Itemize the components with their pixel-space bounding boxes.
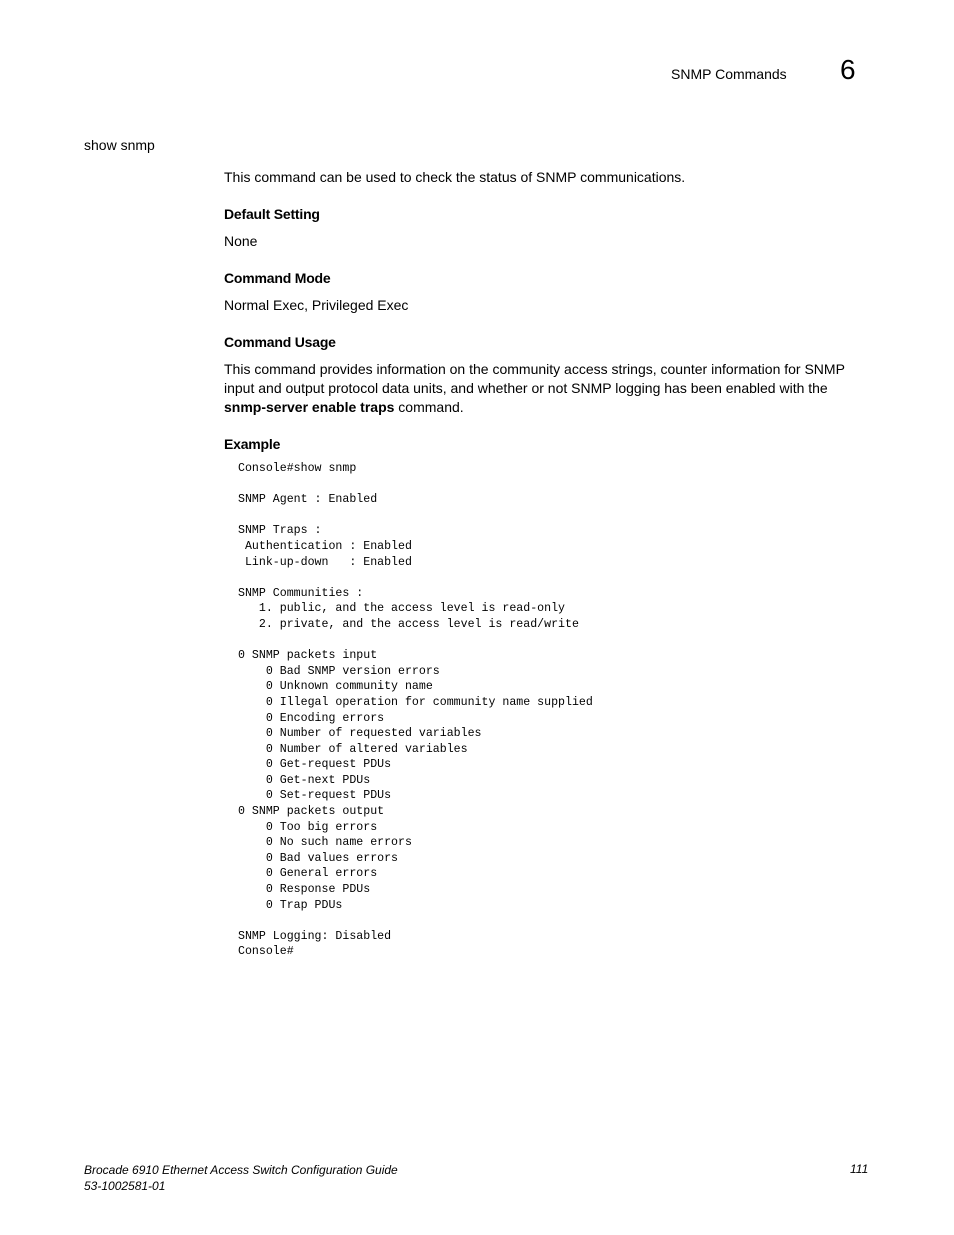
default-setting-heading: Default Setting bbox=[224, 206, 320, 222]
usage-text-after: command. bbox=[394, 399, 464, 415]
example-heading: Example bbox=[224, 436, 281, 452]
footer-doc-number: 53-1002581-01 bbox=[84, 1179, 166, 1193]
command-mode-heading: Command Mode bbox=[224, 270, 331, 286]
command-usage-heading: Command Usage bbox=[224, 334, 336, 350]
usage-command: snmp-server enable traps bbox=[224, 399, 395, 415]
command-usage-text bbox=[224, 360, 864, 417]
command-mode-text: Normal Exec, Privileged Exec bbox=[224, 297, 409, 313]
default-setting-text: None bbox=[224, 233, 258, 249]
section-body bbox=[224, 168, 864, 462]
intro-text: This command can be used to check the status of SNMP communications. bbox=[224, 169, 686, 185]
chapter-title: SNMP Commands bbox=[671, 66, 787, 82]
chapter-number: 6 bbox=[840, 54, 856, 85]
usage-text-before: This command provides information on the community access strings, counter information for SNMP input and output protocol data units, and whether or not SNMP logging has been enabled with the bbox=[224, 361, 845, 396]
footer-left bbox=[84, 1162, 398, 1194]
footer-guide-title: Brocade 6910 Ethernet Access Switch Configuration Guide bbox=[84, 1163, 398, 1177]
footer-page-number: 111 bbox=[850, 1162, 869, 1176]
section-title: show snmp bbox=[84, 137, 155, 153]
example-code-block: Console#show snmp SNMP Agent : Enabled SNMP Traps : Authentication : Enabled Link-up-down : Enabled SNMP Communities : 1. public, and the access level is read-only 2. private, and the access level is read/write 0 SNMP packets input 0 Bad SNMP version errors 0 Unknown community name 0 Illegal operation for community name supplied 0 Encoding errors 0 Number of requested variables 0 Number of altered variables 0 Get-request PDUs 0 Get-next PDUs 0 Set-request PDUs 0 SNMP packets output 0 Too big errors 0 No such name errors 0 Bad values errors 0 General errors 0 Response PDUs 0 Trap PDUs SNMP Logging: Disabled Console# bbox=[238, 462, 593, 959]
